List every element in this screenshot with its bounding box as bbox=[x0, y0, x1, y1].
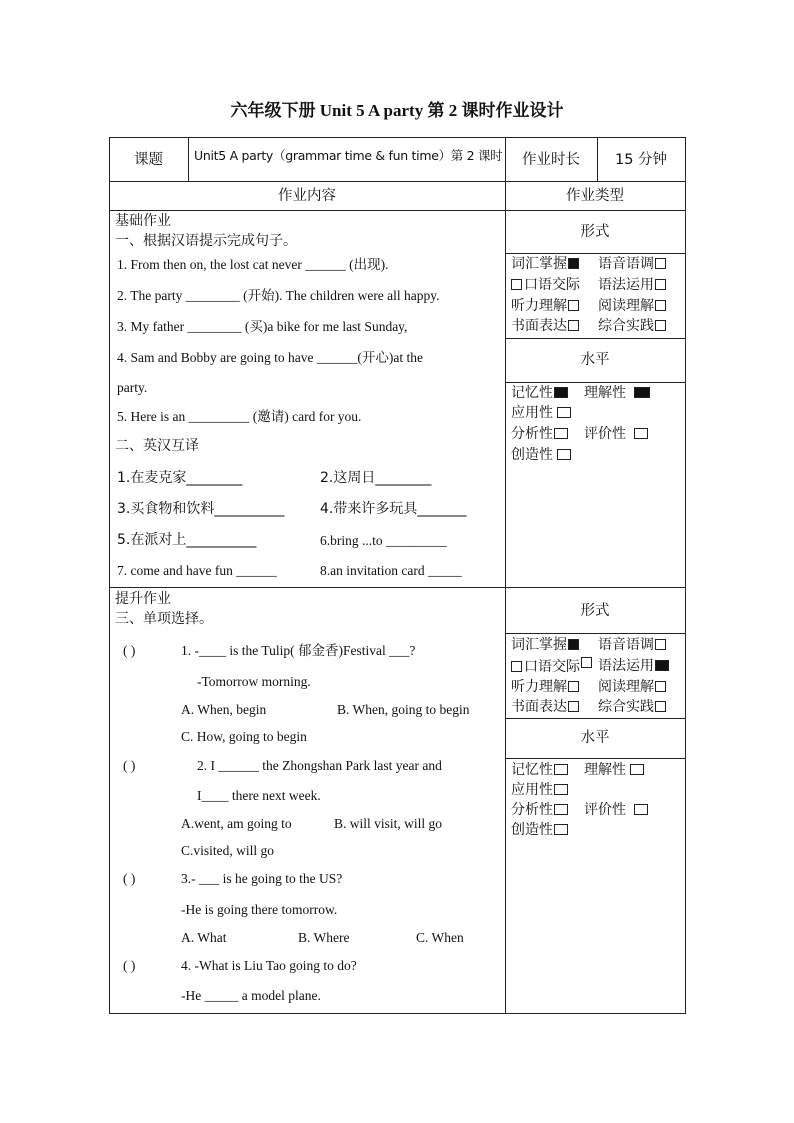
form-option-listening-1[interactable]: 听力理解 bbox=[511, 297, 579, 315]
level-create-1[interactable]: 创造性 bbox=[511, 446, 571, 464]
translate-5: 5.在派对上__________ bbox=[117, 532, 257, 548]
duration-value: 15 分钟 bbox=[614, 152, 668, 168]
checkbox-level-2f[interactable] bbox=[554, 824, 568, 835]
q1-option-c: C. How, going to begin bbox=[181, 729, 307, 744]
checkbox-level-1d[interactable] bbox=[554, 428, 568, 439]
question-3: 3.- ___ is he going to the US? bbox=[181, 871, 343, 886]
question-4: 4. -What is Liu Tao going to do? bbox=[181, 958, 357, 973]
checkbox-level-2c[interactable] bbox=[554, 784, 568, 795]
checkbox-2f[interactable] bbox=[655, 681, 666, 692]
translate-4: 4.带来许多玩具_______ bbox=[320, 501, 467, 517]
content-header: 作业内容 bbox=[278, 188, 336, 204]
level-understand-1[interactable]: 理解性 bbox=[584, 384, 650, 402]
question-2-cont: I____ there next week. bbox=[197, 788, 321, 803]
q2-answer-blank: ( ) bbox=[123, 758, 136, 773]
q1-option-b: B. When, going to begin bbox=[337, 702, 470, 717]
checkbox-level-2a[interactable] bbox=[554, 764, 568, 775]
sentence-4-cont: party. bbox=[117, 380, 148, 395]
form-option-grammar-2[interactable]: 语法运用 bbox=[598, 657, 669, 675]
level-evaluate-2[interactable]: 评价性 bbox=[584, 801, 648, 819]
checkbox-checked-2a[interactable] bbox=[568, 639, 579, 650]
checkbox-1b[interactable] bbox=[655, 258, 666, 269]
checkbox-level-1f[interactable] bbox=[557, 449, 571, 460]
level-label-1: 水平 bbox=[580, 352, 610, 368]
level-memory-2[interactable]: 记忆性 bbox=[511, 761, 568, 779]
question-4-response: -He _____ a model plane. bbox=[181, 988, 321, 1003]
level-apply-2[interactable]: 应用性 bbox=[511, 781, 568, 799]
level-create-2[interactable]: 创造性 bbox=[511, 821, 568, 839]
checkbox-1c[interactable] bbox=[511, 279, 522, 290]
form-option-writing-1[interactable]: 书面表达 bbox=[511, 317, 579, 335]
checkbox-1d[interactable] bbox=[655, 279, 666, 290]
q2-option-c: C.visited, will go bbox=[181, 843, 275, 858]
form-option-vocab-2[interactable]: 词汇掌握 bbox=[511, 636, 579, 654]
level-memory-1[interactable]: 记忆性 bbox=[511, 384, 568, 402]
form-option-practice-1[interactable]: 综合实践 bbox=[598, 317, 666, 335]
q3-option-c: C. When bbox=[416, 930, 464, 945]
form-option-writing-2[interactable]: 书面表达 bbox=[511, 698, 579, 716]
checkbox-level-2d[interactable] bbox=[554, 804, 568, 815]
question-1-response: -Tomorrow morning. bbox=[197, 674, 311, 689]
topic-label: 课题 bbox=[134, 152, 163, 168]
form-option-grammar-1[interactable]: 语法运用 bbox=[598, 276, 666, 294]
form-option-vocab-1[interactable]: 词汇掌握 bbox=[511, 255, 579, 273]
q1-option-a: A. When, begin bbox=[181, 702, 267, 717]
level-understand-2[interactable]: 理解性 bbox=[584, 761, 644, 779]
checkbox-checked-1a[interactable] bbox=[568, 258, 579, 269]
q3-option-a: A. What bbox=[181, 930, 227, 945]
checkbox-checked-2d[interactable] bbox=[655, 660, 669, 671]
checkbox-2c[interactable] bbox=[511, 661, 522, 672]
part2-heading: 二、英汉互译 bbox=[115, 438, 199, 454]
checkbox-level-1e[interactable] bbox=[634, 428, 648, 439]
advanced-heading: 提升作业 bbox=[115, 591, 171, 607]
checkbox-1g[interactable] bbox=[568, 320, 579, 331]
basic-heading: 基础作业 bbox=[115, 213, 171, 229]
form-option-practice-2[interactable]: 综合实践 bbox=[598, 698, 666, 716]
checkbox-1e[interactable] bbox=[568, 300, 579, 311]
sentence-4: 4. Sam and Bobby are going to have ______(开心)at the bbox=[117, 350, 423, 365]
translate-8: 8.an invitation card _____ bbox=[320, 563, 462, 578]
translate-6: 6.bring ...to _________ bbox=[320, 533, 447, 548]
page-title: 六年级下册 Unit 5 A party 第 2 课时作业设计 bbox=[230, 101, 564, 120]
form-option-phonetics-1[interactable]: 语音语调 bbox=[598, 255, 666, 273]
question-1: 1. -____ is the Tulip( 郁金香)Festival ___? bbox=[181, 643, 416, 658]
q1-answer-blank: ( ) bbox=[123, 643, 136, 658]
checkbox-2e[interactable] bbox=[568, 681, 579, 692]
part3-heading: 三、单项选择。 bbox=[115, 611, 213, 627]
checkbox-1h[interactable] bbox=[655, 320, 666, 331]
translate-1: 1.在麦克家________ bbox=[117, 470, 243, 486]
checkbox-level-2b[interactable] bbox=[630, 764, 644, 775]
checkbox-2h[interactable] bbox=[655, 701, 666, 712]
sentence-3: 3. My father ________ (买)a bike for me last Sunday, bbox=[117, 319, 408, 334]
form-option-reading-1[interactable]: 阅读理解 bbox=[598, 297, 666, 315]
question-2: 2. I ______ the Zhongshan Park last year and bbox=[197, 758, 442, 773]
form-option-oral-2[interactable]: 口语交际 bbox=[511, 657, 592, 676]
level-analyze-1[interactable]: 分析性 bbox=[511, 425, 568, 443]
question-3-response: -He is going there tomorrow. bbox=[181, 902, 338, 917]
type-header: 作业类型 bbox=[566, 188, 624, 204]
duration-label: 作业时长 bbox=[522, 152, 580, 168]
level-apply-1[interactable]: 应用性 bbox=[511, 404, 571, 422]
part1-heading: 一、根据汉语提示完成句子。 bbox=[115, 233, 297, 249]
form-option-oral-1[interactable]: 口语交际 bbox=[511, 276, 580, 294]
q2-option-b: B. will visit, will go bbox=[334, 816, 443, 831]
checkbox-2b[interactable] bbox=[655, 639, 666, 650]
sentence-2: 2. The party ________ (开始). The children were all happy. bbox=[117, 288, 440, 303]
form-option-phonetics-2[interactable]: 语音语调 bbox=[598, 636, 666, 654]
form-option-reading-2[interactable]: 阅读理解 bbox=[598, 678, 666, 696]
q3-answer-blank: ( ) bbox=[123, 871, 136, 886]
checkbox-level-2e[interactable] bbox=[634, 804, 648, 815]
form-label-2: 形式 bbox=[580, 603, 610, 619]
checkbox-2c-extra[interactable] bbox=[581, 657, 592, 668]
q2-option-a: A.went, am going to bbox=[181, 816, 292, 831]
translate-3: 3.买食物和饮料__________ bbox=[117, 501, 285, 517]
translate-2: 2.这周日________ bbox=[320, 470, 432, 486]
checkbox-level-1a[interactable] bbox=[554, 387, 568, 398]
q4-answer-blank: ( ) bbox=[123, 958, 136, 973]
topic-value: Unit5 A party（grammar time & fun time）第 2 课时 bbox=[194, 148, 503, 163]
sentence-5: 5. Here is an _________ (邀请) card for you. bbox=[117, 409, 362, 424]
checkbox-1f[interactable] bbox=[655, 300, 666, 311]
level-evaluate-1[interactable]: 评价性 bbox=[584, 425, 648, 443]
checkbox-2g[interactable] bbox=[568, 701, 579, 712]
checkbox-level-1c[interactable] bbox=[557, 407, 571, 418]
checkbox-level-1b[interactable] bbox=[634, 387, 650, 398]
form-option-listening-2[interactable]: 听力理解 bbox=[511, 678, 579, 696]
sentence-1: 1. From then on, the lost cat never ______ (出现). bbox=[117, 257, 389, 272]
q3-option-b: B. Where bbox=[298, 930, 350, 945]
form-label-1: 形式 bbox=[580, 224, 610, 240]
level-analyze-2[interactable]: 分析性 bbox=[511, 801, 568, 819]
level-label-2: 水平 bbox=[580, 730, 610, 746]
translate-7: 7. come and have fun ______ bbox=[117, 563, 277, 578]
